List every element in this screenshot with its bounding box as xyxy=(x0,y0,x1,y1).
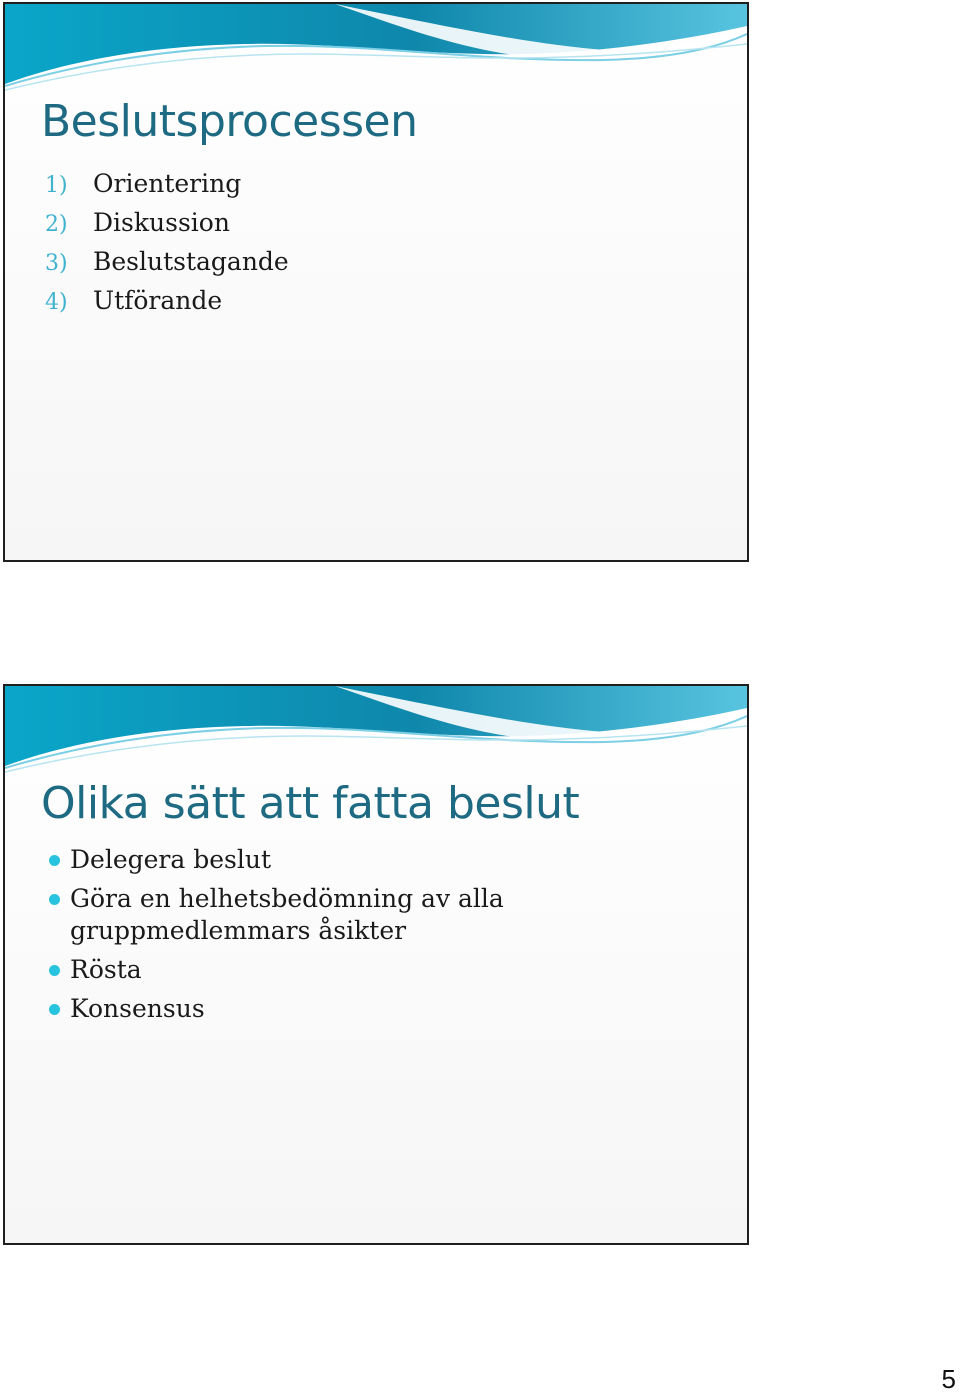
list-item xyxy=(45,281,289,320)
slide-title: Beslutsprocessen xyxy=(41,96,418,147)
page-number: 5 xyxy=(941,1364,956,1394)
item-text: Utförande xyxy=(93,286,223,315)
item-number: 1) xyxy=(45,173,68,198)
item-text: Diskussion xyxy=(93,208,230,237)
list-item xyxy=(47,883,727,947)
item-number: 3) xyxy=(45,251,68,276)
item-number: 4) xyxy=(45,290,68,315)
bullet-dot-icon xyxy=(49,894,60,905)
list-item xyxy=(47,844,727,876)
bullet-dot-icon xyxy=(49,855,60,866)
bullet-dot-icon xyxy=(49,965,60,976)
item-text: Konsensus xyxy=(70,994,205,1023)
list-item xyxy=(45,164,289,203)
item-text: Göra en helhetsbedömning av alla gruppmedlemmars åsikter xyxy=(70,884,504,945)
item-text: Orientering xyxy=(93,169,242,198)
bullet-list xyxy=(47,844,727,1032)
item-text: Delegera beslut xyxy=(70,845,272,874)
wave-banner xyxy=(5,686,747,776)
list-item xyxy=(47,993,727,1025)
list-item xyxy=(45,242,289,281)
slide-title: Olika sätt att fatta beslut xyxy=(41,778,580,829)
list-item xyxy=(47,954,727,986)
item-number: 2) xyxy=(45,212,68,237)
bullet-dot-icon xyxy=(49,1004,60,1015)
list-item xyxy=(45,203,289,242)
slide-1 xyxy=(3,2,749,562)
item-text: Rösta xyxy=(70,955,142,984)
slide-2 xyxy=(3,684,749,1245)
item-text: Beslutstagande xyxy=(93,247,289,276)
wave-banner xyxy=(5,4,747,94)
numbered-list xyxy=(45,164,289,320)
